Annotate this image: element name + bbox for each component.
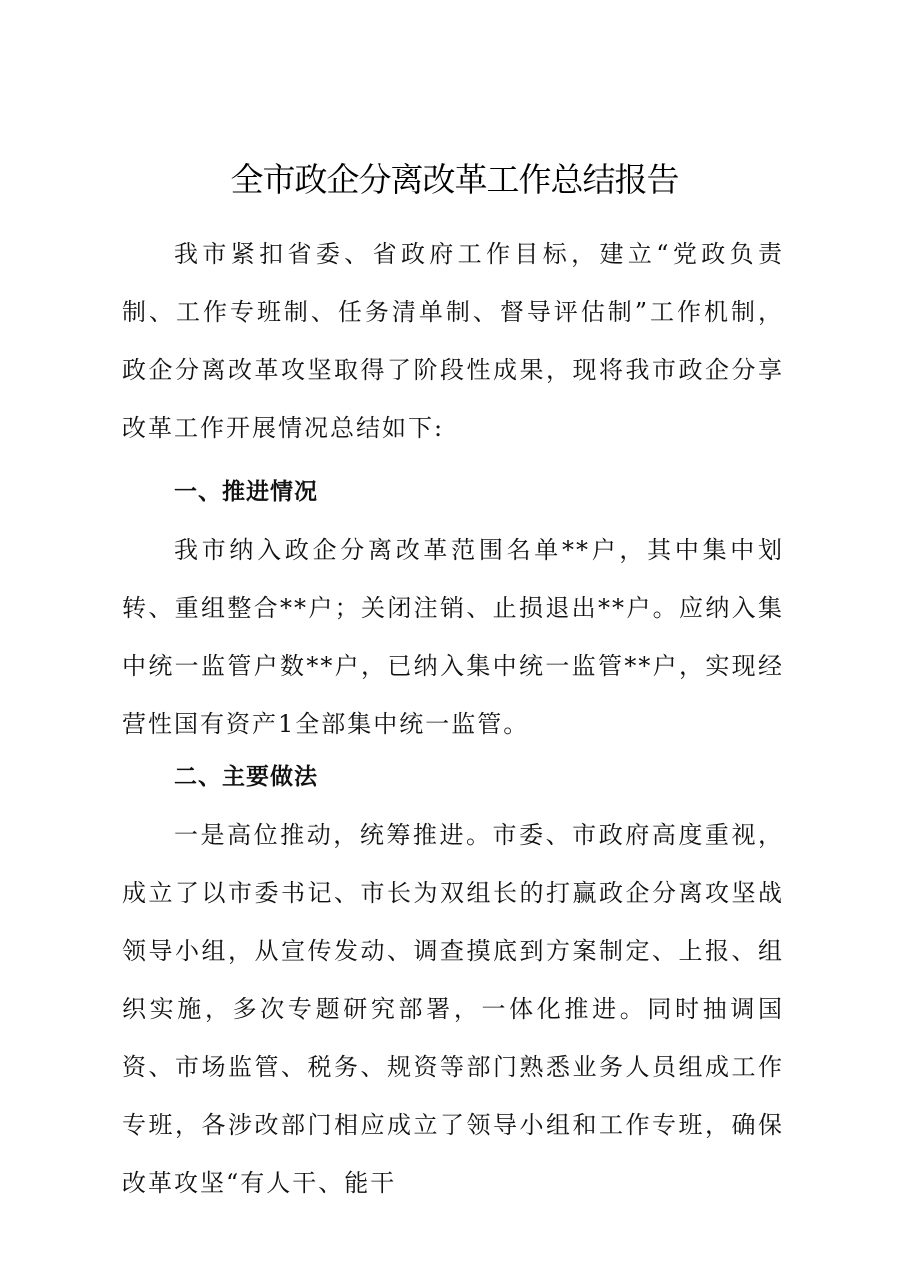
document-title: 全市政企分离改革工作总结报告	[230, 160, 679, 199]
intro-paragraph: 我市紧扣省委、省政府工作目标，建立“党政负责制、工作专班制、任务清单制、督导评估制”工作机制，政企分离改革攻坚取得了阶段性成果，现将我市政企分享改革工作开展情况总结如下:	[122, 240, 784, 442]
section-paragraph-progress: 我市纳入政企分离改革范围名单**户，其中集中划转、重组整合**户；关闭注销、止损退出**户。应纳入集中统一监管户数**户，已纳入集中统一监管**户，实现经营性国有资产1全部集中统一监管。	[122, 536, 784, 738]
section-paragraph-methods: 一是高位推动，统筹推进。市委、市政府高度重视，成立了以市委书记、市长为双组长的打赢政企分离攻坚战领导小组，从宣传发动、调查摸底到方案制定、上报、组织实施，多次专题研究部署，一体化推进。同时抽调国资、市场监管、税务、规资等部门熟悉业务人员组成工作专班，各涉改部门相应成立了领导小组和工作专班，确保改革攻坚“有人干、能干	[122, 821, 784, 1197]
section-heading-methods: 二、主要做法	[174, 764, 318, 790]
section-heading-progress: 一、推进情况	[174, 479, 318, 505]
